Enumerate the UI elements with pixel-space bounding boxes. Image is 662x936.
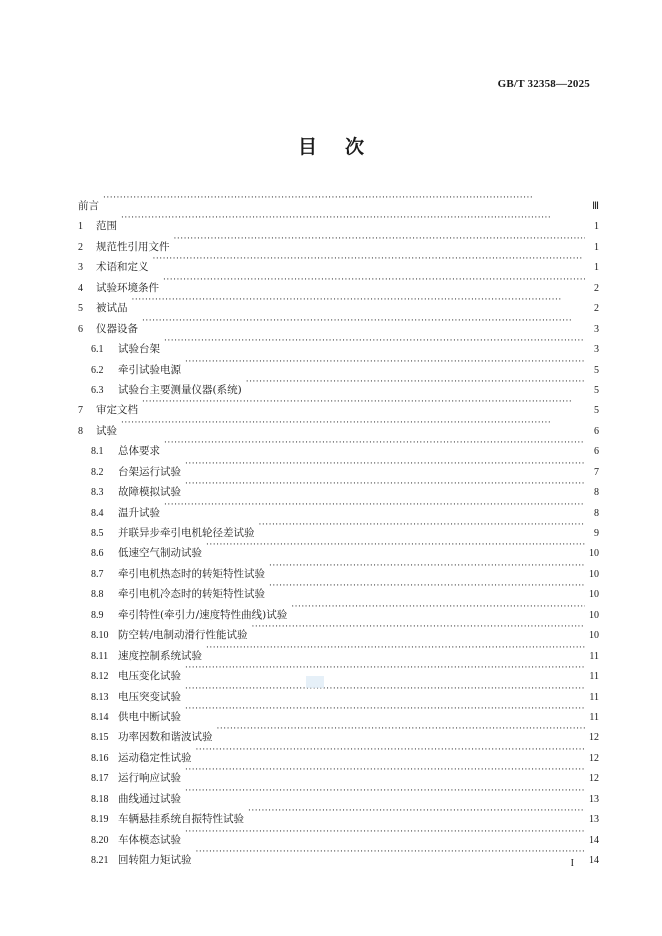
- toc-entry-page: 13: [589, 814, 599, 826]
- toc-entry-label: 回转阻力矩试验: [118, 854, 192, 866]
- toc-entry[interactable]: [78, 189, 599, 212]
- toc-entry[interactable]: [78, 230, 599, 253]
- toc-entry-page: 5: [594, 364, 599, 376]
- toc-leader-dots: [164, 434, 585, 454]
- toc-entry[interactable]: [78, 291, 599, 315]
- toc-leader-dots: [121, 414, 585, 434]
- toc-entry-label: 故障模拟试验: [118, 486, 181, 499]
- toc-entry-page: 1: [594, 241, 599, 253]
- toc-entry-label: 牵引电机冷态时的转矩特性试验: [118, 588, 265, 601]
- toc-entry-page: 11: [589, 691, 599, 703]
- toc-entry-page: 3: [594, 344, 599, 356]
- toc-entry-number: 8.12: [91, 671, 109, 683]
- toc-entry-page: 12: [589, 773, 599, 785]
- toc-entry-number: 8.2: [91, 466, 104, 478]
- toc-entry-number: 8.7: [91, 568, 104, 580]
- toc-entry[interactable]: [78, 332, 599, 356]
- toc-entry-label: 范围: [96, 220, 117, 233]
- toc-entry-label: 供电中断试验: [118, 710, 181, 723]
- toc-entry[interactable]: [78, 271, 599, 294]
- toc-entry-label: 总体要求: [118, 445, 160, 458]
- toc-entry-number: 8.18: [91, 793, 109, 805]
- toc-entry[interactable]: [78, 414, 599, 437]
- toc-entry-label: 运行响应试验: [118, 772, 181, 785]
- toc-entry-label: 前言: [78, 200, 99, 212]
- toc-entry-number: 5: [78, 303, 83, 315]
- toc-entry-label: 电压突变试验: [118, 690, 181, 703]
- toc-entry-label: 低速空气制动试验: [118, 547, 202, 560]
- toc-leader-dots: [185, 455, 585, 475]
- toc-entry-number: 6.2: [91, 364, 104, 376]
- toc-entry-page: 8: [594, 487, 599, 499]
- toc-leader-dots: [185, 475, 585, 495]
- toc-entry-page: 6: [594, 425, 599, 437]
- toc-entry-page: 9: [594, 528, 599, 539]
- toc-entry-page: 3: [594, 323, 599, 335]
- toc-leader-dots: [217, 720, 586, 740]
- toc-entry-page: 2: [594, 282, 599, 294]
- toc-leader-dots: [142, 393, 585, 413]
- toc-leader-dots: [185, 761, 585, 781]
- toc-entry-label: 温升试验: [118, 506, 160, 519]
- toc-entry-page: 8: [594, 507, 599, 519]
- toc-leader-dots: [163, 271, 585, 291]
- toc-entry-label: 防空转/电制动滑行性能试验: [118, 629, 248, 642]
- toc-leader-dots: [246, 373, 585, 393]
- toc-leader-dots: [196, 843, 586, 863]
- toc-leader-dots: [164, 332, 585, 352]
- toc-leader-dots: [185, 659, 585, 679]
- toc-entry-page: 7: [594, 466, 599, 478]
- toc-entry-label: 电压变化试验: [118, 670, 181, 683]
- toc-leader-dots: [252, 618, 585, 638]
- toc-entry-page: 5: [594, 384, 599, 396]
- toc-entry-page: Ⅲ: [592, 201, 599, 212]
- toc-entry-number: 8.1: [91, 446, 104, 458]
- toc-entry-number: 6.1: [91, 344, 104, 356]
- toc-entry-number: 7: [78, 405, 83, 417]
- toc-entry-number: 8.11: [91, 650, 109, 662]
- toc-entry-label: 试验台主要测量仪器(系统): [118, 383, 242, 396]
- toc-entry-number: 8.3: [91, 487, 104, 499]
- toc-entry-label: 试验台架: [118, 343, 160, 356]
- toc-leader-dots: [259, 516, 586, 536]
- toc-entry-number: 8.6: [91, 548, 104, 560]
- toc-entry-number: 8: [78, 425, 83, 437]
- toc-leader-dots: [121, 209, 585, 229]
- toc-entry-number: 8.19: [91, 814, 109, 826]
- watermark-mark: [306, 676, 324, 688]
- toc-entry-page: 11: [589, 671, 599, 683]
- toc-entry-number: 8.10: [91, 630, 109, 642]
- toc-entry-page: 10: [589, 548, 599, 560]
- toc-entry-label: 试验环境条件: [96, 281, 159, 294]
- toc-entry-page: 14: [589, 855, 599, 866]
- toc-entry-page: 1: [594, 221, 599, 233]
- toc-entry-number: 1: [78, 221, 83, 233]
- toc-entry-number: 3: [78, 262, 83, 274]
- toc-entry-number: 8.21: [91, 855, 109, 866]
- toc-leader-dots: [132, 291, 586, 311]
- toc-entry-label: 运动稳定性试验: [118, 751, 192, 764]
- table-of-contents: [78, 189, 599, 866]
- toc-leader-dots: [248, 802, 585, 822]
- toc-leader-dots: [185, 700, 585, 720]
- toc-leader-dots: [269, 557, 585, 577]
- toc-entry-number: 8.9: [91, 609, 104, 621]
- toc-entry-number: 8.15: [91, 732, 109, 744]
- toc-leader-dots: [164, 496, 585, 516]
- toc-entry-label: 被试品: [96, 302, 128, 315]
- toc-entry-page: 10: [589, 568, 599, 580]
- standard-number: GB/T 32358—2025: [497, 78, 590, 90]
- toc-entry-label: 仪器设备: [96, 322, 138, 335]
- toc-entry-label: 牵引电机热态时的转矩特性试验: [118, 567, 265, 580]
- toc-leader-dots: [142, 312, 585, 332]
- toc-leader-dots: [269, 577, 585, 597]
- toc-leader-dots: [153, 250, 586, 270]
- toc-entry-label: 术语和定义: [96, 261, 149, 274]
- toc-entry-label: 曲线通过试验: [118, 792, 181, 805]
- toc-entry-label: 速度控制系统试验: [118, 649, 202, 662]
- toc-entry-label: 车辆悬挂系统自振特性试验: [118, 813, 244, 826]
- toc-entry-number: 8.16: [91, 752, 109, 764]
- toc-entry-page: 1: [594, 262, 599, 274]
- toc-entry-number: 8.4: [91, 507, 104, 519]
- toc-entry-label: 并联异步牵引电机轮径差试验: [118, 527, 255, 539]
- toc-entry-page: 12: [589, 752, 599, 764]
- toc-leader-dots: [103, 189, 585, 209]
- toc-entry-page: 11: [589, 650, 599, 662]
- page-title: 目次: [297, 136, 392, 158]
- toc-entry-number: 8.14: [91, 711, 109, 723]
- toc-leader-dots: [174, 230, 586, 250]
- toc-entry[interactable]: [78, 209, 599, 233]
- toc-entry-page: 13: [589, 793, 599, 805]
- toc-entry-label: 车体模态试验: [118, 833, 181, 846]
- toc-entry-number: 6.3: [91, 384, 104, 396]
- toc-entry-number: 8.8: [91, 589, 104, 601]
- toc-entry-page: 10: [589, 630, 599, 642]
- toc-entry-label: 台架运行试验: [118, 465, 181, 478]
- toc-leader-dots: [291, 598, 585, 618]
- toc-entry-page: 14: [589, 834, 599, 846]
- toc-leader-dots: [185, 680, 585, 700]
- toc-entry-page: 11: [589, 711, 599, 723]
- toc-entry-page: 10: [589, 609, 599, 621]
- toc-entry-number: 8.5: [91, 528, 104, 539]
- toc-entry-label: 牵引特性(牵引力/速度特性曲线)试验: [118, 608, 288, 621]
- toc-leader-dots: [185, 823, 585, 843]
- toc-entry-number: 8.17: [91, 773, 109, 785]
- toc-entry-page: 2: [594, 303, 599, 315]
- toc-entry-page: 6: [594, 446, 599, 458]
- toc-leader-dots: [196, 741, 586, 761]
- toc-entry-label: 牵引试验电源: [118, 363, 181, 376]
- toc-entry[interactable]: [78, 250, 599, 274]
- toc-entry-label: 试验: [96, 424, 117, 437]
- toc-entry-number: 2: [78, 241, 83, 253]
- toc-entry-number: 4: [78, 282, 83, 294]
- toc-entry[interactable]: [78, 434, 599, 458]
- toc-entry[interactable]: [78, 393, 599, 417]
- toc-entry-label: 规范性引用文件: [96, 240, 170, 253]
- toc-entry[interactable]: [78, 312, 599, 335]
- toc-entry-label: 功率因数和谐波试验: [118, 731, 213, 744]
- toc-entry-number: 8.20: [91, 834, 109, 846]
- toc-leader-dots: [185, 782, 585, 802]
- toc-entry-number: 6: [78, 323, 83, 335]
- toc-entry-number: 8.13: [91, 691, 109, 703]
- toc-leader-dots: [185, 353, 585, 373]
- toc-leader-dots: [206, 639, 585, 659]
- toc-leader-dots: [206, 536, 585, 556]
- toc-entry-page: 12: [589, 732, 599, 744]
- toc-entry-page: 10: [589, 589, 599, 601]
- toc-entry-label: 审定文档: [96, 404, 138, 417]
- toc-entry-page: 5: [594, 405, 599, 417]
- page-number: I: [570, 858, 574, 869]
